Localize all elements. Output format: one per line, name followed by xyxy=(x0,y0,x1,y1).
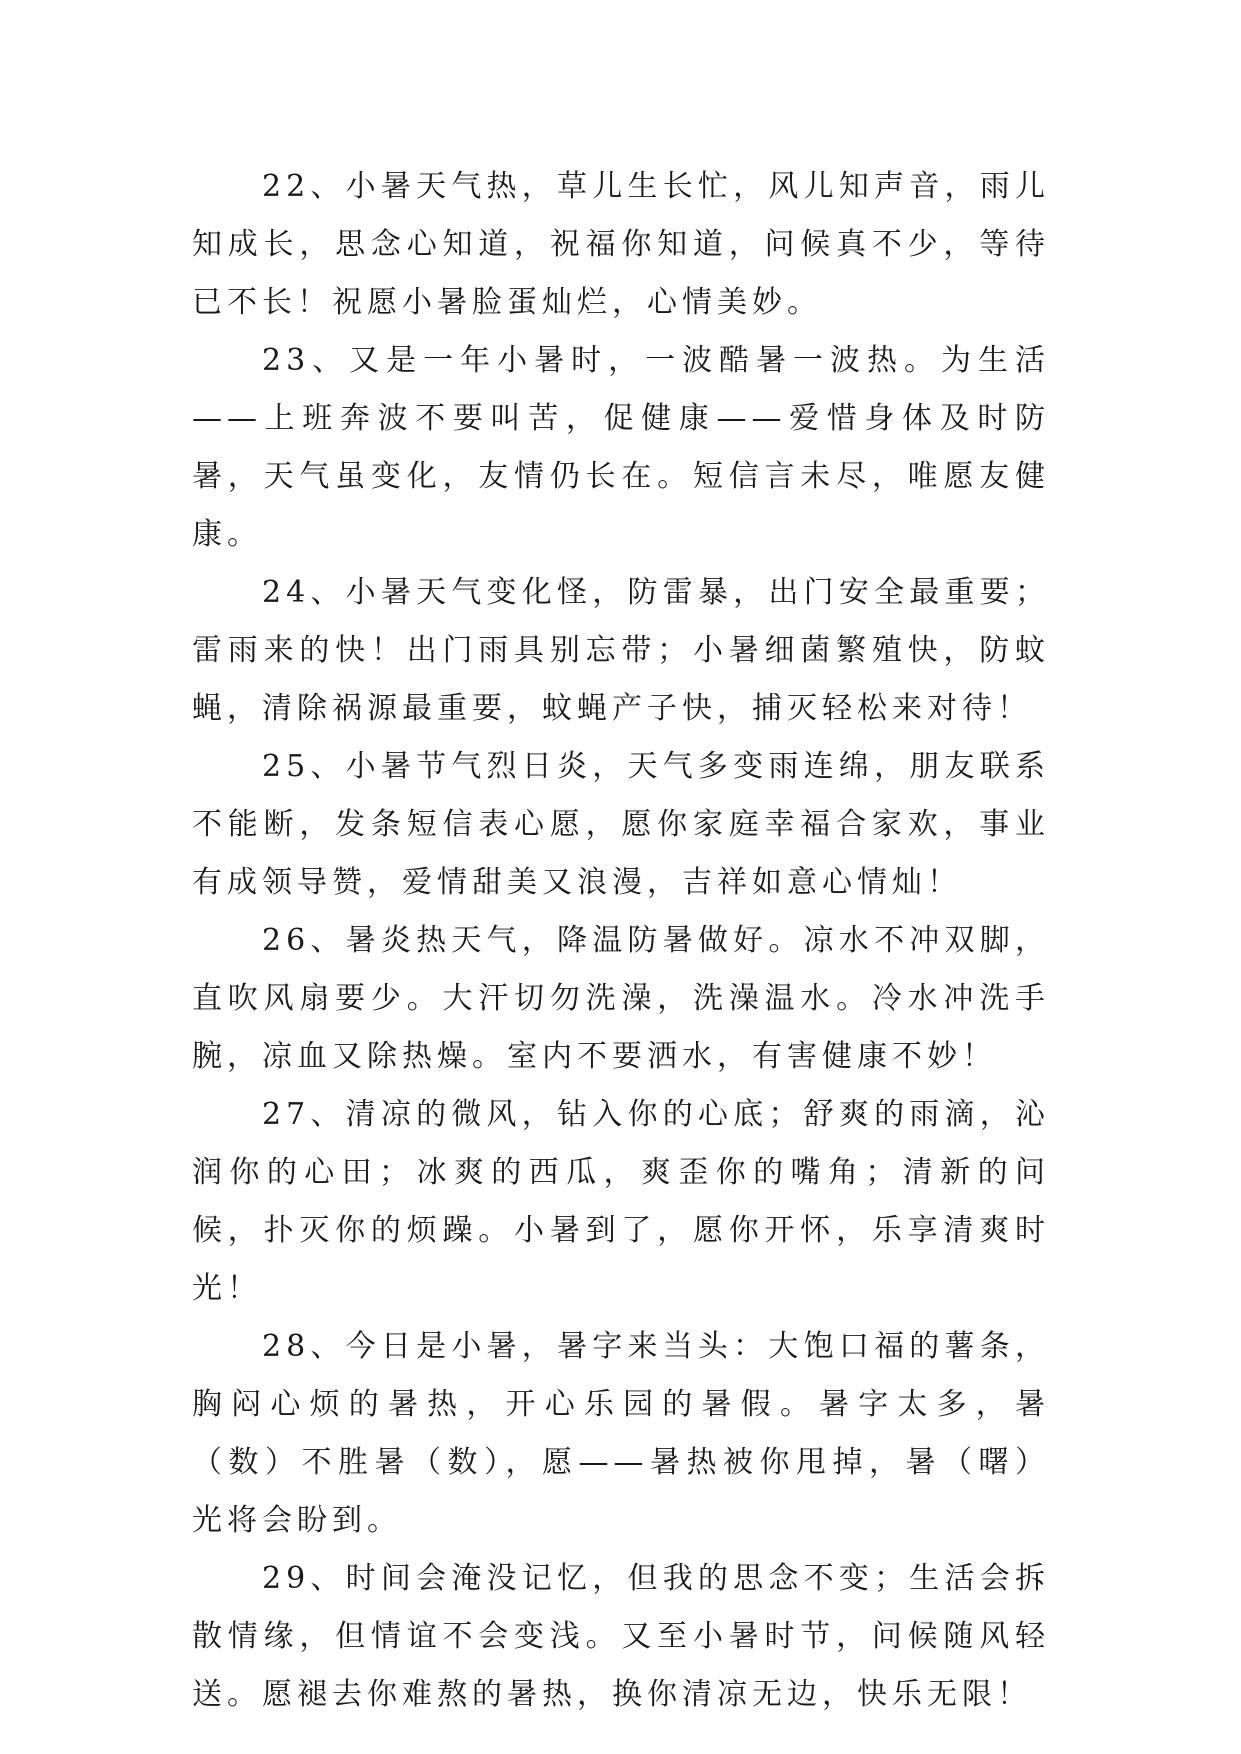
paragraph-26: 26、暑炎热天气，降温防暑做好。凉水不冲双脚，直吹风扇要少。大汗切勿洗澡，洗澡温水。冷水冲洗手腕，凉血又除热燥。室内不要洒水，有害健康不妙！ xyxy=(192,923,1050,1074)
paragraph-23: 23、又是一年小暑时，一波酷暑一波热。为生活——上班奔波不要叫苦，促健康——爱惜身体及时防暑，天气虽变化，友情仍长在。短信言未尽，唯愿友健康。 xyxy=(192,343,1050,552)
paragraph-28: 28、今日是小暑，暑字来当头：大饱口福的薯条，胸闷心烦的暑热，开心乐园的暑假。暑字太多，暑（数）不胜暑（数），愿——暑热被你甩掉，暑（曙）光将会盼到。 xyxy=(192,1329,1050,1538)
paragraph-24: 24、小暑天气变化怪，防雷暴，出门安全最重要；雷雨来的快！出门雨具别忘带；小暑细菌繁殖快，防蚊蝇，清除祸源最重要，蚊蝇产子快，捕灭轻松来对待！ xyxy=(192,575,1050,726)
paragraph-27: 27、清凉的微风，钻入你的心底；舒爽的雨滴，沁润你的心田；冰爽的西瓜，爽歪你的嘴角；清新的问候，扑灭你的烦躁。小暑到了，愿你开怀，乐享清爽时光！ xyxy=(192,1097,1050,1306)
paragraph-22: 22、小暑天气热，草儿生长忙，风儿知声音，雨儿知成长，思念心知道，祝福你知道，问候真不少，等待已不长！祝愿小暑脸蛋灿烂，心情美妙。 xyxy=(192,169,1050,320)
paragraph-29: 29、时间会淹没记忆，但我的思念不变；生活会拆散情缘，但情谊不会变浅。又至小暑时节，问候随风轻送。愿褪去你难熬的暑热，换你清凉无边，快乐无限！ xyxy=(192,1561,1050,1712)
document-body xyxy=(192,158,1050,1724)
paragraph-25: 25、小暑节气烈日炎，天气多变雨连绵，朋友联系不能断，发条短信表心愿，愿你家庭幸福合家欢，事业有成领导赞，爱情甜美又浪漫，吉祥如意心情灿！ xyxy=(192,749,1050,900)
